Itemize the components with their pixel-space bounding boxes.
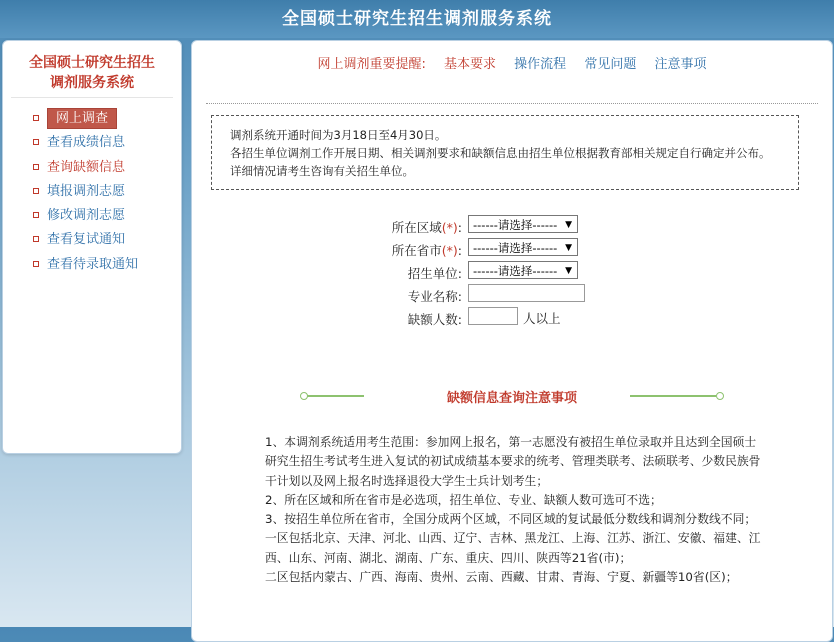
sidebar-item-fill-preferences[interactable] (3, 179, 181, 203)
sidebar (2, 40, 182, 454)
sidebar-item-label[interactable]: 网上调查 (47, 108, 117, 129)
right-green-rule (630, 395, 716, 397)
province-row (192, 238, 832, 260)
right-circle-icon (716, 392, 724, 400)
square-bullet-icon (33, 212, 39, 218)
square-bullet-icon (33, 139, 39, 145)
dotted-divider (206, 103, 818, 104)
square-bullet-icon (33, 261, 39, 267)
square-bullet-icon (33, 236, 39, 242)
system-header (0, 0, 834, 38)
major-label: 专业名称: (407, 289, 462, 304)
square-bullet-icon (33, 164, 39, 170)
sidebar-title-line2: 调剂服务系统 (50, 75, 134, 91)
vacancy-unit: 人以上 (523, 311, 561, 326)
region-row (192, 215, 832, 237)
notes-text (265, 433, 765, 587)
notice-line: 各招生单位调剂工作开展日期、相关调剂要求和缺额信息由招生单位根据教育部相关规定自行确定并公布。 (230, 146, 771, 160)
square-bullet-icon (33, 188, 39, 194)
sidebar-item-label[interactable]: 查看成绩信息 (47, 135, 126, 151)
vacancy-input[interactable] (468, 307, 518, 325)
unit-select[interactable]: ------请选择------ ▼ (468, 261, 578, 279)
sidebar-item-label[interactable]: 查看待录取通知 (47, 256, 139, 272)
unit-label: 招生单位: (407, 266, 462, 281)
top-nav (192, 53, 832, 72)
dropdown-arrow-icon: ▼ (565, 243, 572, 253)
sidebar-menu (3, 106, 181, 276)
sidebar-item-online-survey[interactable] (3, 106, 181, 130)
sidebar-item-view-scores[interactable] (3, 130, 181, 154)
nav-link-notes[interactable]: 注意事项 (654, 57, 707, 72)
dropdown-arrow-icon: ▼ (565, 266, 572, 276)
sidebar-item-label[interactable]: 查询缺额信息 (47, 159, 126, 175)
note-paragraph: 一区包括北京、天津、河北、山西、辽宁、吉林、黑龙江、上海、江苏、浙江、安徽、福建、江西、山东、河南、湖北、湖南、广东、重庆、四川、陕西等21省(市)； (265, 531, 761, 565)
province-label: 所在省市(*): (391, 243, 462, 258)
sidebar-title-line1: 全国硕士研究生招生 (29, 55, 155, 71)
section-title: 缺额信息查询注意事项 (446, 391, 577, 406)
note-paragraph: 1、本调剂系统适用考生范围：参加网上报名，第一志愿没有被招生单位录取并且达到全国硕士研究生招生考试考生进入复试的初试成绩基本要求的统考、管理类联考、法硕联考、少数民族骨干计划以及网上报名时选择退役大学生士兵计划考生； (265, 435, 761, 488)
sidebar-title (11, 41, 173, 98)
vacancy-row (192, 307, 832, 329)
sidebar-item-admission-notice[interactable] (3, 252, 181, 276)
notice-box (211, 115, 799, 190)
sidebar-item-label[interactable]: 填报调剂志愿 (47, 183, 126, 199)
nav-link-faq[interactable]: 常见问题 (584, 57, 637, 72)
notice-line: 调剂系统开通时间为3月18日至4月30日。 (230, 128, 447, 142)
system-title: 全国硕士研究生招生调剂服务系统 (282, 9, 552, 29)
unit-row (192, 261, 832, 283)
nav-link-basic-requirements[interactable]: 基本要求 (444, 57, 497, 72)
note-paragraph: 二区包括内蒙古、广西、海南、贵州、云南、西藏、甘肃、青海、宁夏、新疆等10省(区)； (265, 570, 738, 585)
sidebar-item-query-vacancies[interactable] (3, 155, 181, 179)
sidebar-item-label[interactable]: 查看复试通知 (47, 232, 126, 248)
notice-line: 详细情况请考生咨询有关招生单位。 (230, 164, 414, 178)
square-bullet-icon (33, 115, 39, 121)
sidebar-item-label[interactable]: 修改调剂志愿 (47, 208, 126, 224)
major-row (192, 284, 832, 306)
major-input[interactable] (468, 284, 585, 302)
sidebar-item-modify-preferences[interactable] (3, 203, 181, 227)
reminder-label: 网上调剂重要提醒: (317, 57, 426, 72)
section-heading (192, 381, 832, 411)
note-paragraph: 2、所在区域和所在省市是必选项，招生单位、专业、缺额人数可选可不选； (265, 492, 662, 507)
main-panel (191, 40, 833, 642)
region-select[interactable]: ------请选择------ ▼ (468, 215, 578, 233)
note-paragraph: 3、按招生单位所在省市，全国分成两个区域，不同区域的复试最低分数线和调剂分数线不同； (265, 512, 757, 527)
dropdown-arrow-icon: ▼ (565, 220, 572, 230)
sidebar-item-retest-notice[interactable] (3, 227, 181, 251)
region-label: 所在区域(*): (391, 220, 462, 235)
province-select[interactable]: ------请选择------ ▼ (468, 238, 578, 256)
vacancy-label: 缺额人数: (407, 312, 462, 327)
nav-link-process[interactable]: 操作流程 (514, 57, 567, 72)
